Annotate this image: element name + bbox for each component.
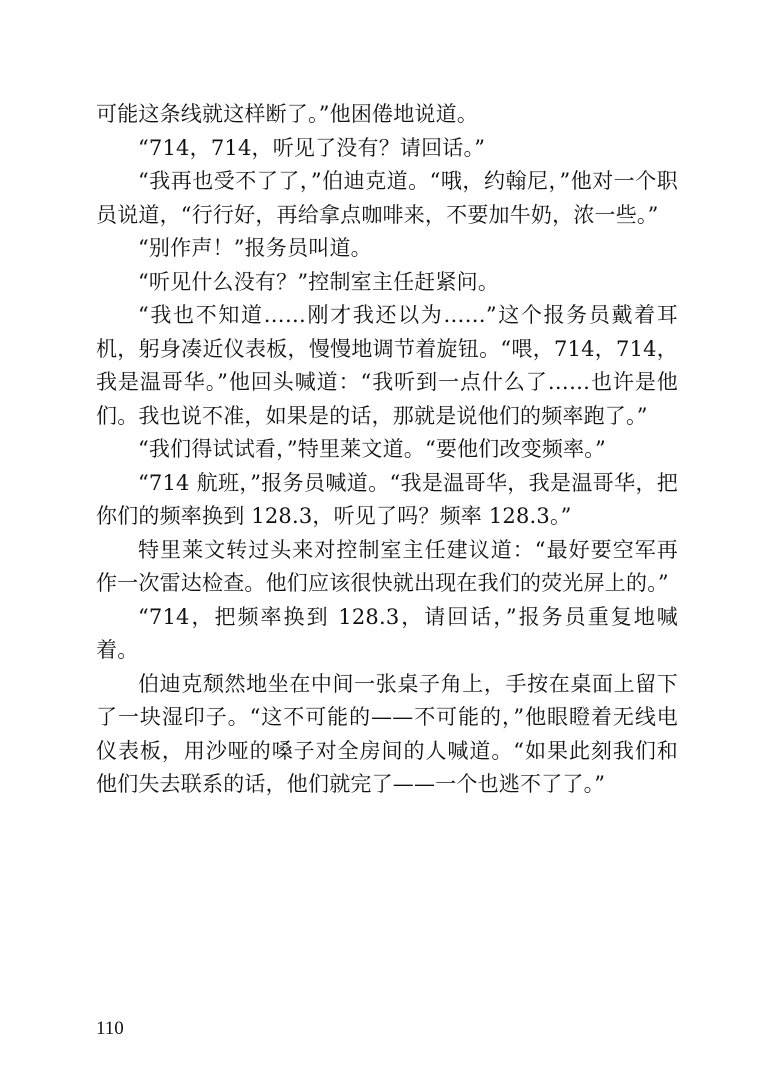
body-text xyxy=(96,98,678,802)
paragraph-9: 特里莱文转过头来对控制室主任建议道：“最好要空军再作一次雷达检查。他们应该很快就出现在我们的荧光屏上的。” xyxy=(96,537,678,595)
page-number: 110 xyxy=(96,1018,124,1039)
paragraph-1: 可能这条线就这样断了。”他困倦地说道。 xyxy=(96,102,479,126)
paragraph-4: “别作声！”报务员叫道。 xyxy=(138,236,372,260)
paragraph-3: “我再也受不了了，”伯迪克道。“哦，约翰尼，”他对一个职员说道，“行行好，再给拿点咖啡来，不要加牛奶，浓一些。” xyxy=(96,169,678,227)
paragraph-8: “714 航班，”报务员喊道。“我是温哥华，我是温哥华，把你们的频率换到 128.3，听见了吗？频率 128.3。” xyxy=(96,470,678,528)
paragraph-11: 伯迪克颓然地坐在中间一张桌子角上，手按在桌面上留下了一块湿印子。“这不可能的——不可能的，”他眼瞪着无线电仪表板，用沙哑的嗓子对全房间的人喊道。“如果此刻我们和他们失去联系的话，他们就完了——一个也逃不了了。” xyxy=(96,671,678,796)
paragraph-10: “714，把频率换到 128.3，请回话，”报务员重复地喊着。 xyxy=(96,604,678,662)
paragraph-2: “714，714，听见了没有？请回话。” xyxy=(138,135,486,160)
paragraph-6: “我也不知道……刚才我还以为……”这个报务员戴着耳机，躬身凑近仪表板，慢慢地调节着旋钮。“喂，714，714，我是温哥华。”他回头喊道：“我听到一点什么了……也许是他们。我也说不准，如果是的话，那就是说他们的频率跑了。” xyxy=(96,303,678,428)
paragraph-5: “听见什么没有？”控制室主任赶紧问。 xyxy=(138,269,500,294)
paragraph-7: “我们得试试看，”特里莱文道。“要他们改变频率。” xyxy=(138,437,606,461)
